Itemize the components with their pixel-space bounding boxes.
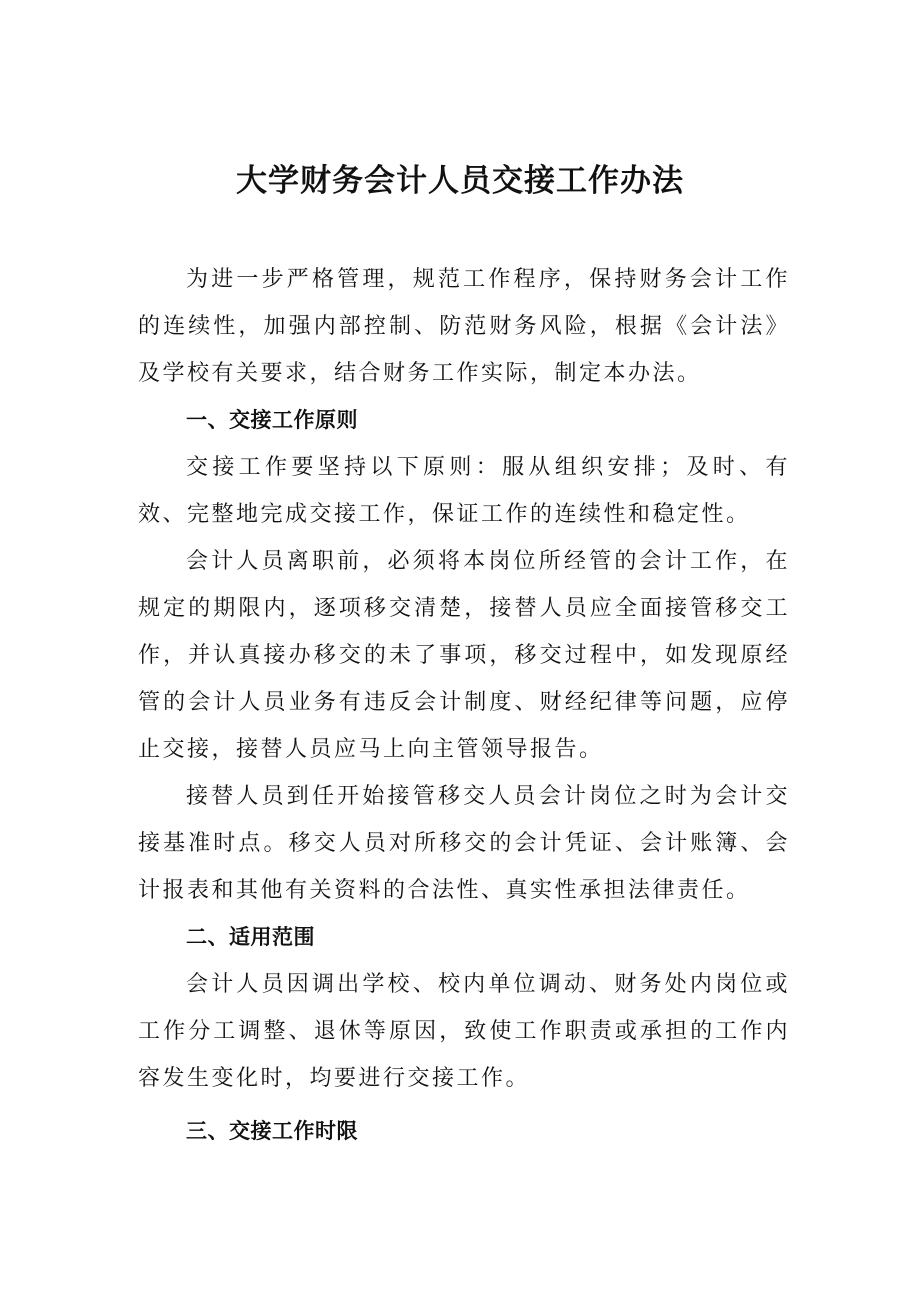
section-heading-principles: 一、交接工作原则: [186, 408, 358, 432]
principles-paragraph-3: 接替人员到任开始接管移交人员会计岗位之时为会计交接基准时点。移交人员对所移交的会计凭证、会计账簿、会计报表和其他有关资料的合法性、真实性承担法律责任。: [138, 784, 790, 903]
document-title: 大学财务会计人员交接工作办法: [236, 163, 684, 199]
document-body: [138, 256, 790, 1155]
principles-paragraph-1: 交接工作要坚持以下原则：服从组织安排；及时、有效、完整地完成交接工作，保证工作的连续性和稳定性。: [138, 455, 790, 527]
principles-paragraph-2: 会计人员离职前，必须将本岗位所经管的会计工作，在规定的期限内，逐项移交清楚，接替人员应全面接管移交工作，并认真接办移交的未了事项，移交过程中，如发现原经管的会计人员业务有违反会计制度、财经纪律等问题，应停止交接，接替人员应马上向主管领导报告。: [138, 549, 790, 762]
section-heading-scope: 二、适用范围: [186, 925, 315, 949]
scope-paragraph-1: 会计人员因调出学校、校内单位调动、财务处内岗位或工作分工调整、退休等原因，致使工作职责或承担的工作内容发生变化时，均要进行交接工作。: [138, 972, 790, 1091]
section-heading-time-limit: 三、交接工作时限: [186, 1119, 358, 1143]
intro-paragraph: 为进一步严格管理，规范工作程序，保持财务会计工作的连续性，加强内部控制、防范财务风险，根据《会计法》及学校有关要求，结合财务工作实际，制定本办法。: [138, 267, 790, 386]
